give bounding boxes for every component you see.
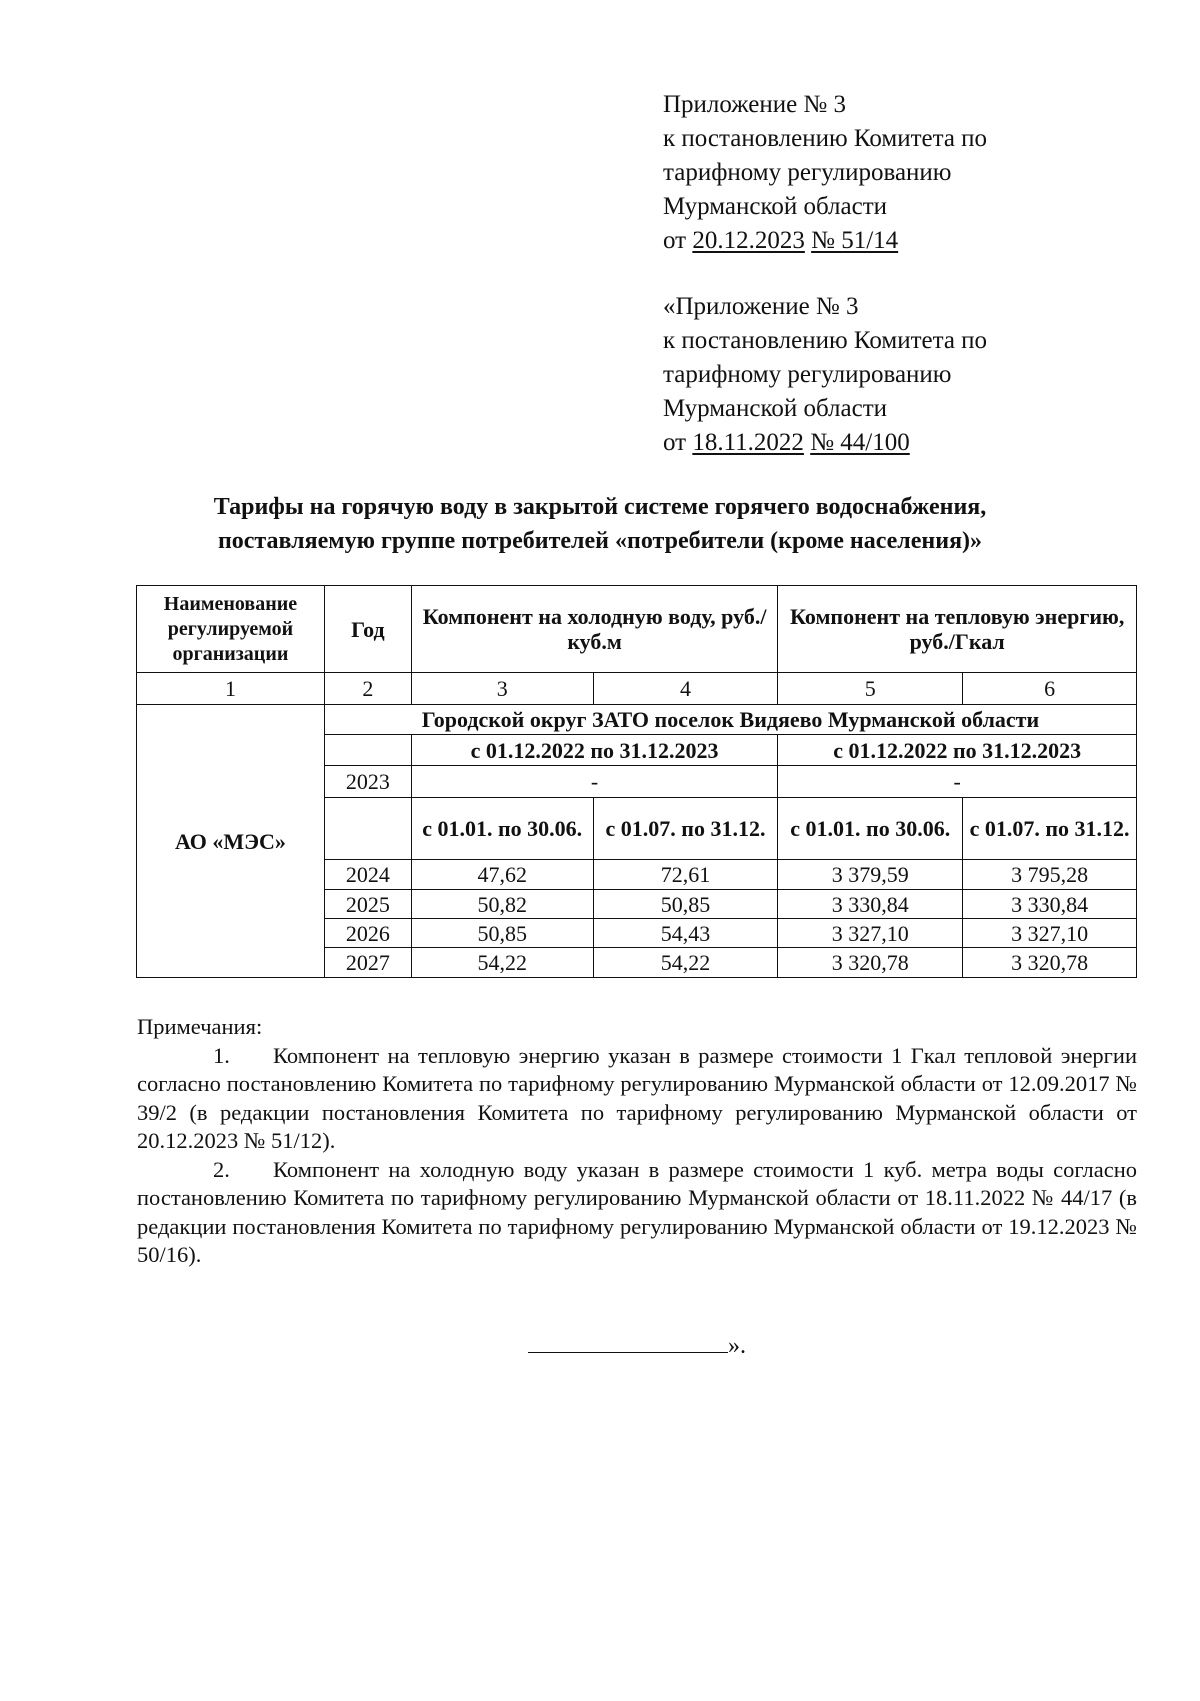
note-number: 2. [213, 1156, 230, 1182]
resolution-date: 18.11.2022 [692, 429, 804, 456]
title-line: поставляемую группе потребителей «потребители (кроме населения)» [217, 528, 983, 554]
half-label: с 01.01. по 30.06. [778, 798, 963, 860]
year-cell: 2023 [324, 766, 411, 798]
heat-value: - [778, 766, 1137, 798]
column-number: 6 [963, 673, 1137, 705]
cold-value: 54,22 [411, 948, 593, 978]
cold-value: - [411, 766, 778, 798]
column-number: 2 [324, 673, 411, 705]
territory-row [137, 705, 1137, 735]
period-heat: с 01.12.2022 по 31.12.2023 [778, 735, 1137, 766]
cold-value: 72,61 [593, 860, 778, 890]
heat-value: 3 327,10 [778, 919, 963, 948]
year-cell: 2027 [324, 948, 411, 978]
original-appendix-header [663, 290, 987, 460]
notes-heading: Примечания: [137, 1014, 263, 1039]
note-item [137, 1042, 1137, 1156]
year-cell: 2025 [324, 890, 411, 919]
appendix-title: «Приложение № 3 [663, 293, 859, 320]
column-number: 5 [778, 673, 963, 705]
appendix-line: тарифному регулированию [663, 361, 952, 388]
appendix-date-line [663, 224, 987, 258]
from-label: от [663, 227, 687, 254]
note-number: 1. [213, 1042, 230, 1068]
organization-name: АО «МЭС» [137, 705, 325, 978]
half-label: с 01.07. по 31.12. [593, 798, 778, 860]
cold-value: 47,62 [411, 860, 593, 890]
half-label: с 01.01. по 30.06. [411, 798, 593, 860]
territory-name: Городской округ ЗАТО поселок Видяево Мурманской области [324, 705, 1136, 735]
heat-value: 3 330,84 [778, 890, 963, 919]
heat-value: 3 320,78 [778, 948, 963, 978]
heat-value: 3 327,10 [963, 919, 1137, 948]
column-number: 4 [593, 673, 778, 705]
closing-underline [528, 1330, 728, 1353]
note-text: Компонент на холодную воду указан в размере стоимости 1 куб. метра воды согласно постановлению Комитета по тарифному регулированию Мурманской области от 18.11.2022 № 44/17 (в редакции постановления Комитета по тарифному регулированию Мурманской области от 19.12.2023 № 50/16). [137, 1156, 1137, 1267]
appendix-line: тарифному регулированию [663, 159, 952, 186]
header-heat-energy: Компонент на тепловую энергию, руб./Гкал [778, 586, 1137, 673]
cold-value: 54,22 [593, 948, 778, 978]
tariff-table [136, 585, 1137, 978]
cold-value: 50,82 [411, 890, 593, 919]
year-cell: 2024 [324, 860, 411, 890]
empty-cell [324, 735, 411, 766]
heat-value: 3 795,28 [963, 860, 1137, 890]
appendix-title: Приложение № 3 [663, 91, 847, 118]
closing-mark [528, 1330, 746, 1360]
cold-value: 54,43 [593, 919, 778, 948]
heat-value: 3 320,78 [963, 948, 1137, 978]
appendix-line: к постановлению Комитета по [663, 125, 988, 152]
note-text: Компонент на тепловую энергию указан в размере стоимости 1 Гкал тепловой энергии согласно постановлению Комитета по тарифному регулированию Мурманской области от 12.09.2017 № 39/2 (в редакции постановления Комитета по тарифному регулированию Мурманской области от 20.12.2023 № 51/12). [137, 1042, 1137, 1153]
appendix-line: Мурманской области [663, 395, 888, 422]
header-organization: Наименование регулируемой организации [137, 586, 325, 673]
year-cell: 2026 [324, 919, 411, 948]
resolution-number: № 51/14 [811, 227, 899, 254]
resolution-number: № 44/100 [810, 429, 910, 456]
title-line: Тарифы на горячую воду в закрытой системе горячего водоснабжения, [213, 494, 987, 520]
appendix-header [663, 88, 987, 258]
heat-value: 3 330,84 [963, 890, 1137, 919]
cold-value: 50,85 [411, 919, 593, 948]
table-header-row [137, 586, 1137, 673]
header-cold-water: Компонент на холодную воду, руб./куб.м [411, 586, 778, 673]
column-number: 3 [411, 673, 593, 705]
notes-section [137, 1013, 1137, 1270]
heat-value: 3 379,59 [778, 860, 963, 890]
period-cold: с 01.12.2022 по 31.12.2023 [411, 735, 778, 766]
column-number-row [137, 673, 1137, 705]
from-label: от [663, 429, 687, 456]
empty-cell [324, 798, 411, 860]
appendix-line: Мурманской области [663, 193, 888, 220]
document-title [100, 490, 1100, 558]
note-item [137, 1156, 1137, 1270]
column-number: 1 [137, 673, 325, 705]
header-year: Год [324, 586, 411, 673]
closing-quote: ». [728, 1333, 746, 1359]
cold-value: 50,85 [593, 890, 778, 919]
resolution-date: 20.12.2023 [692, 227, 805, 254]
appendix-line: к постановлению Комитета по [663, 327, 988, 354]
half-label: с 01.07. по 31.12. [963, 798, 1137, 860]
appendix-date-line [663, 426, 987, 460]
